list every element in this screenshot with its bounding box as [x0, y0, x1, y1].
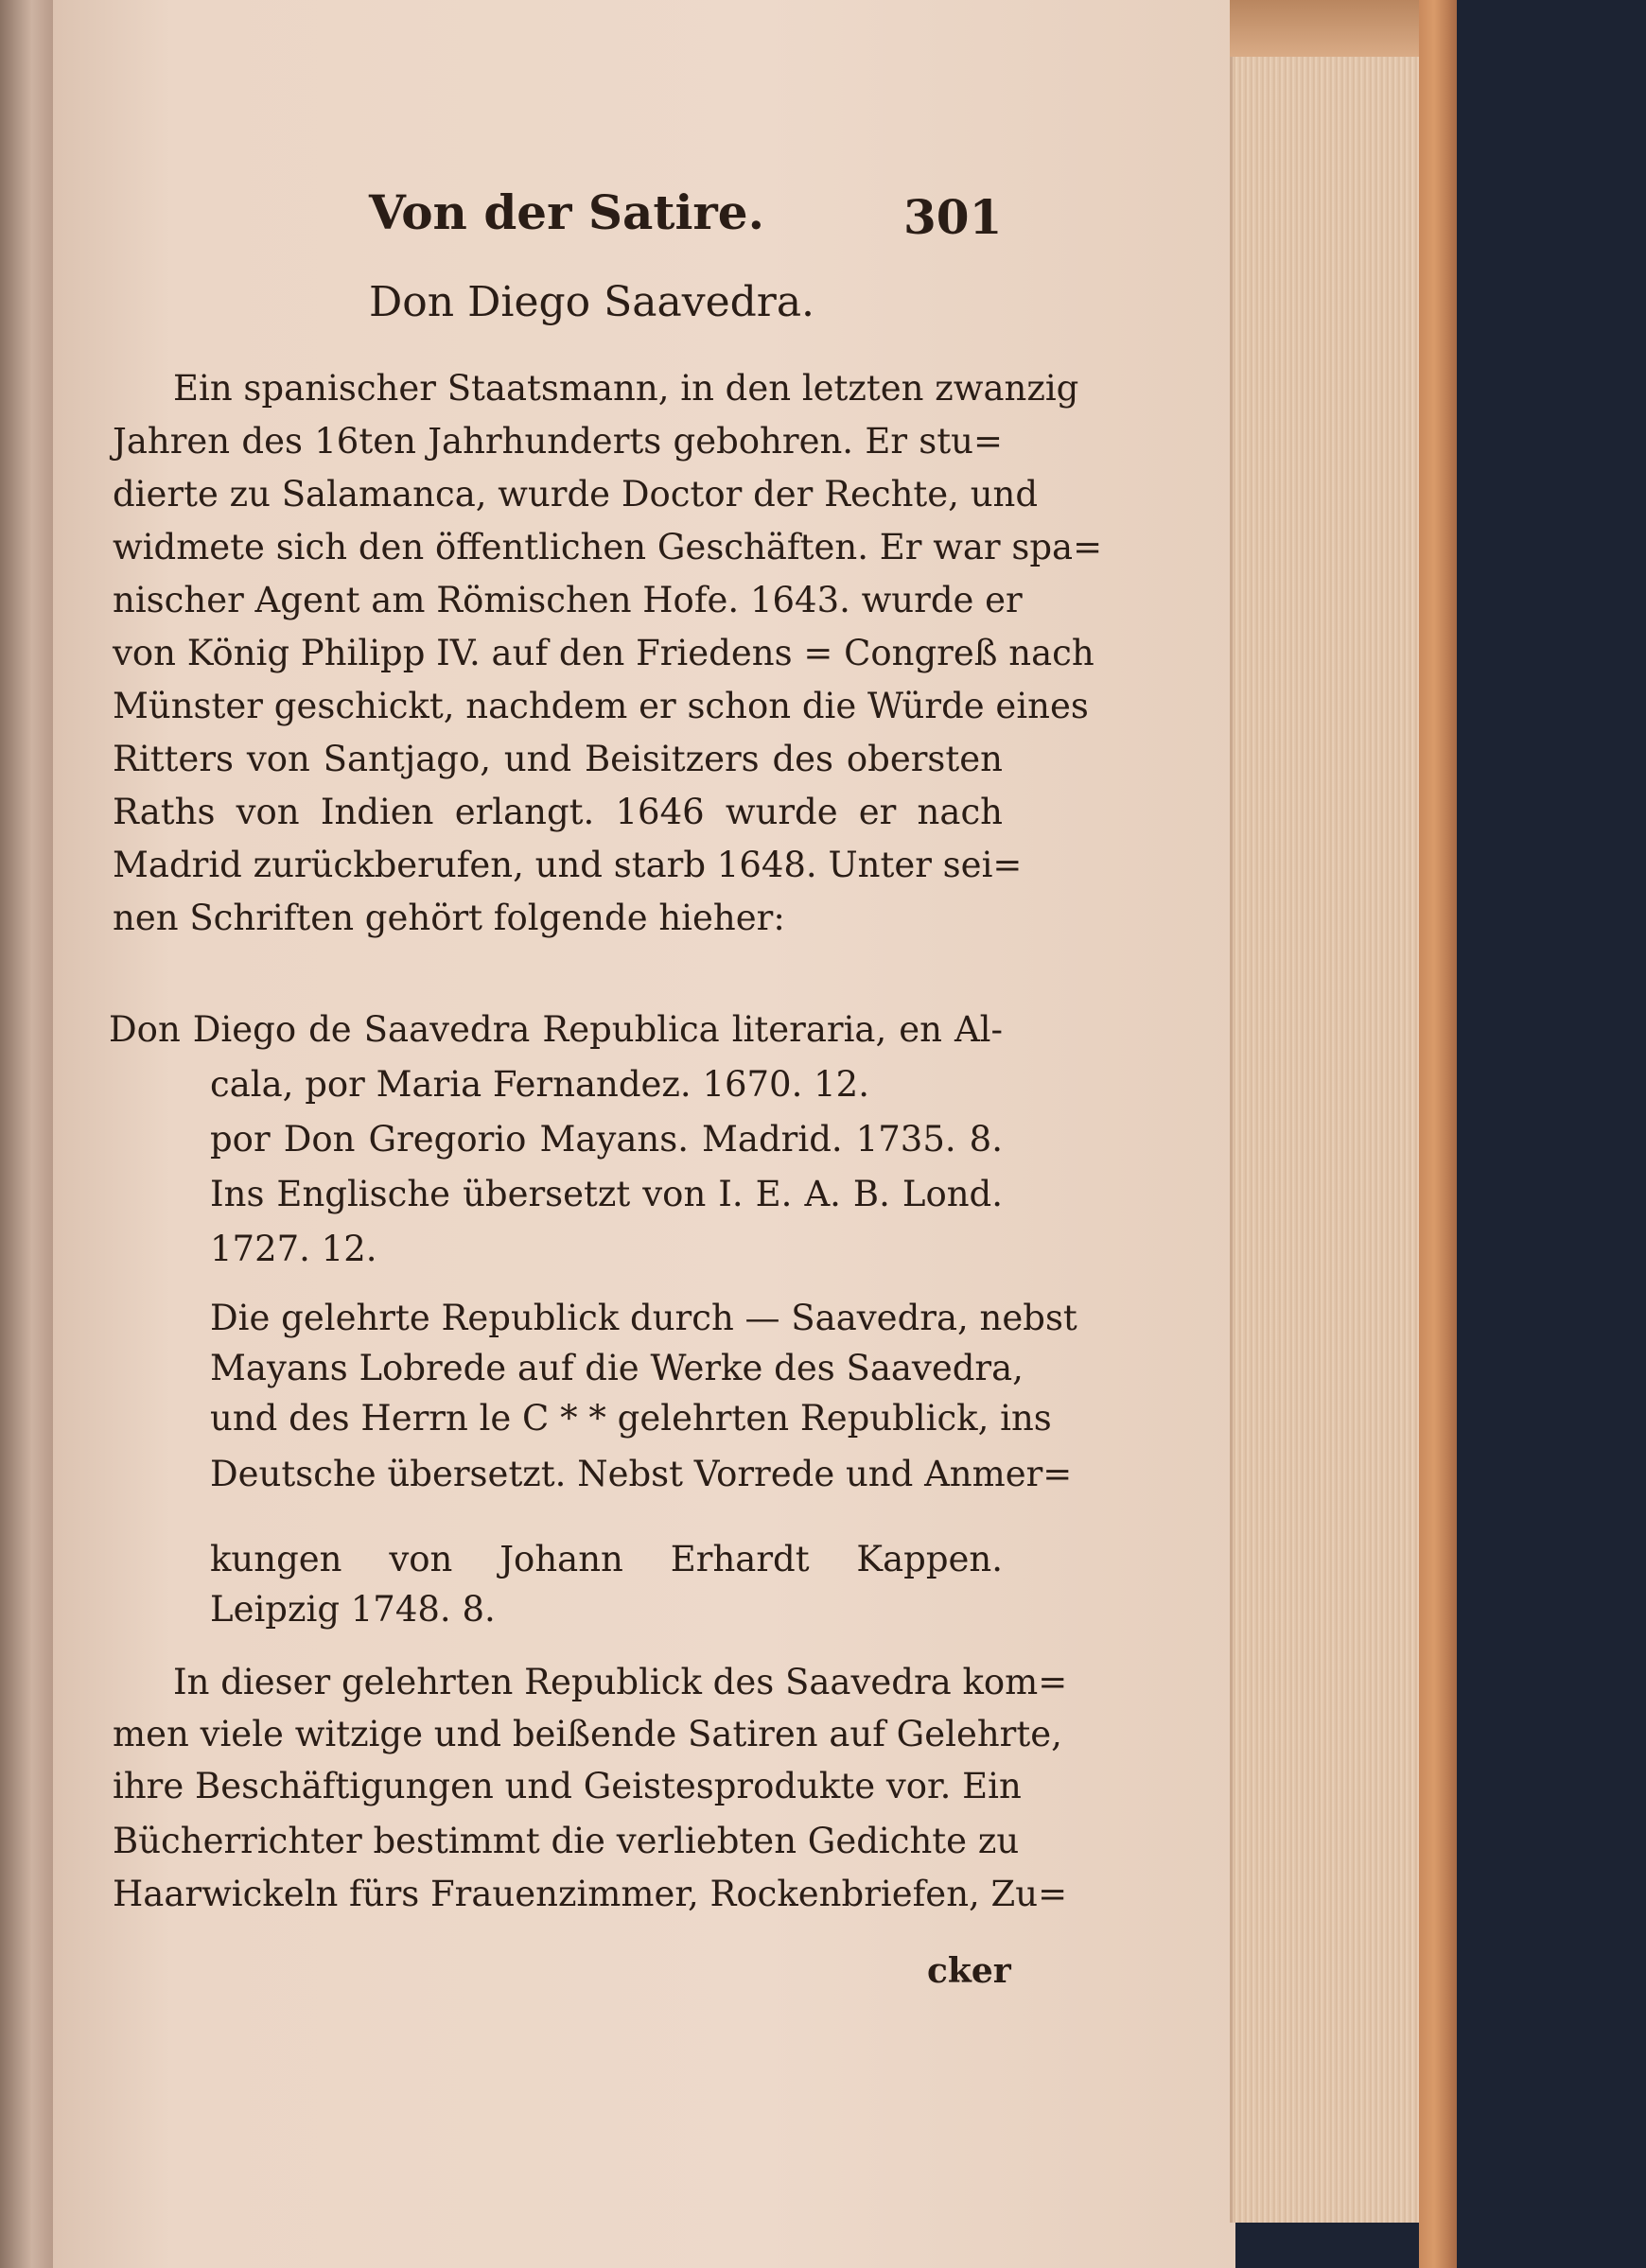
bibliography-line: Don Diego de Saavedra Republica literaria, en Al- — [109, 1009, 1003, 1050]
bibliography-line: kungen von Johann Erhardt Kappen. — [210, 1539, 1003, 1579]
catchword: cker — [927, 1951, 1011, 1991]
bibliography-line: Leipzig 1748. 8. — [210, 1589, 496, 1630]
bibliography-line: Deutsche übersetzt. Nebst Vorrede und Anmer= — [210, 1454, 1073, 1494]
facing-page-edge — [0, 0, 53, 2268]
text-line: ihre Beschäftigungen und Geistesprodukte vor. Ein — [113, 1766, 1022, 1806]
text-line: Jahren des 16ten Jahrhunderts gebohren. Er stu= — [113, 421, 1003, 462]
text-line: Madrid zurückberufen, und starb 1648. Unter sei= — [113, 845, 1023, 885]
running-head: Von der Satire. — [369, 184, 764, 240]
text-line: In dieser gelehrten Republick des Saavedra kom= — [173, 1662, 1068, 1702]
text-line: nischer Agent am Römischen Hofe. 1643. wurde er — [113, 580, 1023, 620]
text-line: dierte zu Salamanca, wurde Doctor der Rechte, und — [113, 474, 1039, 515]
text-line: nen Schriften gehört folgende hieher: — [113, 898, 785, 938]
bibliography-line: Die gelehrte Republick durch — Saavedra, nebst — [210, 1298, 1077, 1338]
text-line: Raths von Indien erlangt. 1646 wurde er nach — [113, 792, 1003, 832]
book-cover-edge — [1419, 0, 1457, 2268]
bibliography-line: por Don Gregorio Mayans. Madrid. 1735. 8. — [210, 1119, 1003, 1160]
bibliography-line: Mayans Lobrede auf die Werke des Saavedra, — [210, 1348, 1024, 1388]
text-line: Haarwickeln fürs Frauenzimmer, Rockenbriefen, Zu= — [113, 1874, 1068, 1914]
section-heading: Don Diego Saavedra. — [369, 278, 815, 326]
text-line: Ritters von Santjago, und Beisitzers des obersten — [113, 739, 1003, 779]
bibliography-line: 1727. 12. — [210, 1229, 377, 1269]
bibliography-line: cala, por Maria Fernandez. 1670. 12. — [210, 1064, 869, 1105]
text-line: Ein spanischer Staatsmann, in den letzten zwanzig — [173, 368, 1079, 409]
bibliography-line: Ins Englische übersetzt von I. E. A. B. Lond. — [210, 1174, 1003, 1214]
text-line: Bücherrichter bestimmt die verliebten Gedichte zu — [113, 1821, 1020, 1861]
text-line: Münster geschickt, nachdem er schon die Würde eines — [113, 686, 1089, 726]
text-line: widmete sich den öffentlichen Geschäften. Er war spa= — [113, 527, 1103, 567]
bibliography-line: und des Herrn le C * * gelehrten Republick, ins — [210, 1398, 1052, 1439]
page-number: 301 — [903, 189, 1003, 245]
text-line: men viele witzige und beißende Satiren auf Gelehrte, — [113, 1714, 1062, 1754]
text-line: von König Philipp IV. auf den Friedens = Congreß nach — [113, 633, 1094, 673]
